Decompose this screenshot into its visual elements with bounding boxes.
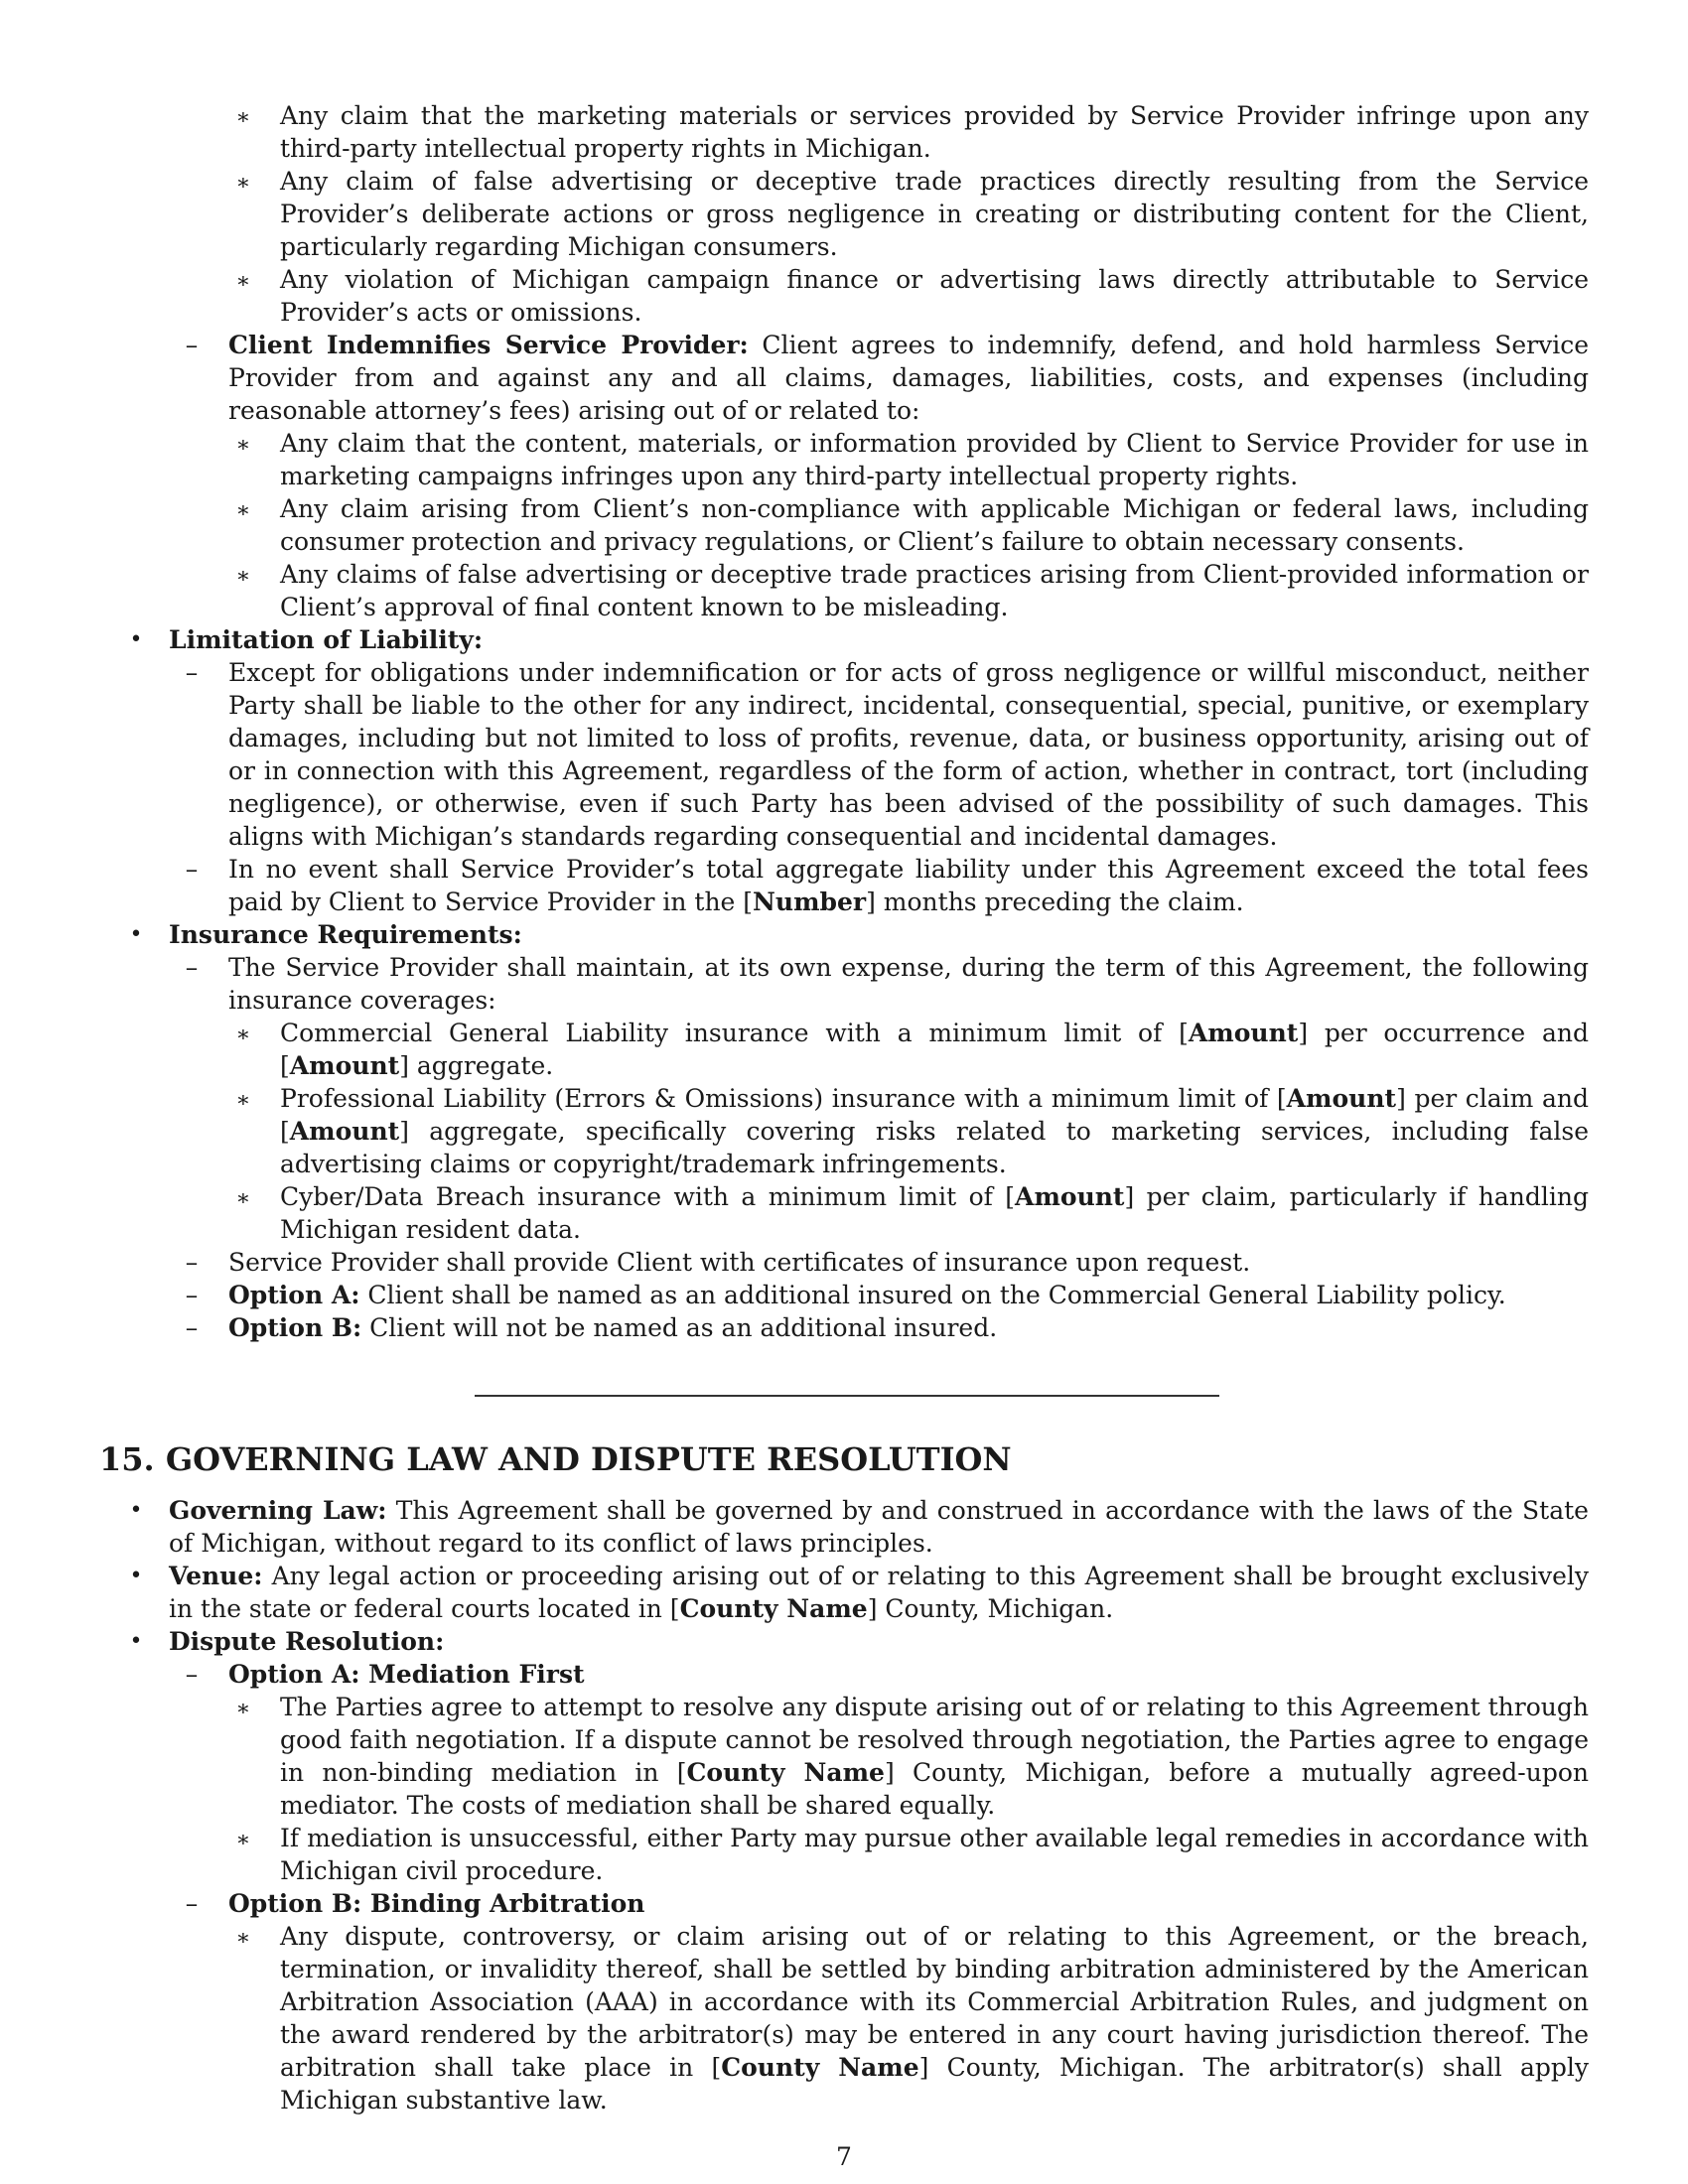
list-item	[185, 329, 1589, 623]
dash-bullet-icon: –	[185, 1248, 199, 1277]
item-text	[169, 1560, 1589, 1625]
list-item	[235, 1017, 1589, 1082]
item-text: The Service Provider shall maintain, at its own expense, during the term of this Agreement, the following insurance coverages:	[228, 953, 1589, 1015]
text-run: In no event shall Service Provider’s total aggregate liability under this Agreement exceed the total fees paid by Client to Service Provider in the [	[228, 855, 1589, 916]
placeholder-county: County Name	[686, 1758, 885, 1787]
dispute-label: Dispute Resolution:	[169, 1627, 445, 1656]
text-run: ] County, Michigan, before a mutually agreed-upon mediator. The costs of mediation shall be shared equally.	[280, 1758, 1589, 1820]
dash-list	[169, 656, 1589, 918]
list-item	[185, 1887, 1589, 2116]
star-bullet-icon: ∗	[235, 1926, 251, 1951]
dash-list	[99, 99, 1589, 623]
section-heading: 15. GOVERNING LAW AND DISPUTE RESOLUTION	[99, 1440, 1012, 1478]
star-bullet-icon: ∗	[235, 564, 251, 589]
dash-list	[169, 1658, 1589, 2116]
text-run: ] per occurrence and [	[280, 1019, 1589, 1080]
option-a-heading: Option A: Mediation First	[228, 1660, 585, 1689]
item-text: Any violation of Michigan campaign finance or advertising laws directly attributable to Service Provider’s acts or omissions.	[280, 265, 1589, 327]
item-text	[228, 329, 1589, 427]
item-text: Any claims of false advertising or deceptive trade practices arising from Client-provided information or Client’s approval of final content known to be misleading.	[280, 560, 1589, 621]
text-run: Professional Liability (Errors & Omissions) insurance with a minimum limit of [	[280, 1084, 1287, 1113]
client-indemnifies-text: Client agrees to indemnify, defend, and hold harmless Service Provider from and against any and all claims, damages, liabilities, costs, and expenses (including reasonable attorney’s fees) arising out of or related to:	[228, 331, 1589, 425]
item-text	[228, 853, 1589, 918]
item-text: If mediation is unsuccessful, either Party may pursue other available legal remedies in accordance with Michigan civil procedure.	[280, 1824, 1589, 1885]
option-b-text: Client will not be named as an additional insured.	[361, 1313, 998, 1342]
list-item	[235, 1082, 1589, 1180]
list-item	[99, 918, 1589, 1344]
list-item	[99, 1625, 1589, 2116]
governing-law-label: Governing Law:	[169, 1496, 387, 1525]
star-bullet-icon: ∗	[235, 1023, 251, 1047]
text-run: ] months preceding the claim.	[866, 887, 1244, 916]
dash-bullet-icon: –	[185, 331, 199, 359]
item-text: Any claim of false advertising or deceptive trade practices directly resulting from the Service Provider’s deliberate actions or gross negligence in creating or distributing content for the Client, particularly regarding Michigan consumers.	[280, 167, 1589, 261]
text-run: Commercial General Liability insurance with a minimum limit of [	[280, 1019, 1189, 1047]
item-text	[228, 1311, 1589, 1344]
list-item	[235, 1822, 1589, 1887]
client-indemnifies-label: Client Indemnifies Service Provider:	[228, 331, 749, 359]
placeholder-amount: Amount	[1286, 1084, 1397, 1113]
text-run: Any dispute, controversy, or claim arising out of or relating to this Agreement, or the breach, termination, or invalidity thereof, shall be settled by binding arbitration administered by the American Arbitration Association (AAA) in accordance with its Commercial Arbitration Rules, and judgment on the award rendered by the arbitrator(s) may be entered in any court having jurisdiction thereof. The arbitration shall take place in [	[280, 1922, 1589, 2082]
item-text	[228, 1279, 1589, 1311]
option-a-label: Option A:	[228, 1281, 360, 1309]
item-text	[280, 1691, 1589, 1822]
page-number: 7	[836, 2142, 852, 2171]
liability-label: Limitation of Liability:	[169, 625, 484, 654]
list-item	[235, 427, 1589, 492]
list-item	[185, 951, 1590, 1246]
list-item	[235, 492, 1589, 558]
bullet-icon: •	[129, 627, 143, 652]
star-bullet-icon: ∗	[235, 171, 251, 196]
text-run: ] aggregate, specifically covering risks related to marketing services, including false advertising claims or copyright/trademark infringements.	[280, 1117, 1589, 1178]
list-item	[235, 165, 1589, 263]
list-item	[185, 1246, 1589, 1279]
text-run: ] per claim and [	[280, 1084, 1589, 1146]
list-item	[235, 99, 1589, 165]
star-bullet-icon: ∗	[235, 433, 251, 458]
placeholder-number: Number	[753, 887, 867, 916]
dash-list	[169, 951, 1589, 1344]
list-item	[99, 99, 1589, 623]
placeholder-amount: Amount	[289, 1051, 400, 1080]
bullet-list-top	[99, 99, 1589, 1344]
liability-heading	[169, 623, 1589, 656]
list-item	[185, 853, 1589, 918]
governing-law-text: This Agreement shall be governed by and construed in accordance with the laws of the State of Michigan, without regard to its conflict of laws principles.	[169, 1496, 1589, 1558]
star-list	[228, 1691, 1589, 1887]
placeholder-county: County Name	[679, 1594, 868, 1623]
star-bullet-icon: ∗	[235, 1828, 251, 1852]
list-item	[235, 558, 1589, 623]
item-text	[280, 1017, 1589, 1082]
list-item	[235, 263, 1589, 329]
star-list-sp	[99, 99, 1589, 329]
text-run: ] County, Michigan. The arbitrator(s) shall apply Michigan substantive law.	[280, 2053, 1589, 2115]
text-run: Cyber/Data Breach insurance with a minimum limit of [	[280, 1182, 1016, 1211]
text-run: ] per claim, particularly if handling Michigan resident data.	[280, 1182, 1590, 1244]
list-item	[235, 1920, 1589, 2116]
star-list-client	[228, 427, 1589, 623]
text-run: ] aggregate.	[399, 1051, 554, 1080]
list-item	[185, 656, 1589, 853]
item-text	[280, 1180, 1589, 1246]
star-bullet-icon: ∗	[235, 1186, 251, 1211]
text-run: Any legal action or proceeding arising out of or relating to this Agreement shall be brought exclusively in the state or federal courts located in [	[169, 1562, 1589, 1623]
item-text: Any claim arising from Client’s non-compliance with applicable Michigan or federal laws, including consumer protection and privacy regulations, or Client’s failure to obtain necessary consents.	[280, 494, 1589, 556]
list-item	[185, 1658, 1589, 1887]
bullet-icon: •	[129, 1629, 143, 1654]
star-list	[228, 1017, 1589, 1246]
item-text	[280, 1920, 1589, 2116]
placeholder-amount: Amount	[1188, 1019, 1299, 1047]
list-item	[235, 1180, 1590, 1246]
star-bullet-icon: ∗	[235, 498, 251, 523]
list-item	[99, 623, 1589, 918]
document-body	[99, 99, 1589, 1344]
dash-bullet-icon: –	[185, 855, 199, 884]
item-text: Any claim that the content, materials, or information provided by Client to Service Provider for use in marketing campaigns infringes upon any third-party intellectual property rights.	[280, 429, 1589, 490]
list-item	[185, 1279, 1589, 1311]
bullet-icon: •	[129, 1564, 143, 1588]
list-item	[235, 1691, 1589, 1822]
star-bullet-icon: ∗	[235, 105, 251, 130]
option-a-text: Client shall be named as an additional insured on the Commercial General Liability policy.	[359, 1281, 1506, 1309]
section-15-body	[99, 1494, 1589, 2116]
star-bullet-icon: ∗	[235, 1088, 251, 1113]
list-item	[185, 1311, 1589, 1344]
item-text: Service Provider shall provide Client with certificates of insurance upon request.	[228, 1248, 1251, 1277]
item-text	[280, 1082, 1589, 1180]
text-run: ] County, Michigan.	[867, 1594, 1114, 1623]
insurance-heading	[169, 918, 1589, 951]
venue-label: Venue:	[169, 1562, 263, 1590]
bullet-icon: •	[129, 1498, 143, 1523]
dash-bullet-icon: –	[185, 658, 199, 687]
dispute-heading	[169, 1625, 1589, 1658]
option-b-heading: Option B: Binding Arbitration	[228, 1889, 645, 1918]
item-text	[169, 1494, 1589, 1560]
insurance-label: Insurance Requirements:	[169, 920, 522, 949]
dash-bullet-icon: –	[185, 953, 199, 982]
dash-bullet-icon: –	[185, 1313, 199, 1342]
placeholder-amount: Amount	[1015, 1182, 1125, 1211]
list-item	[228, 99, 1589, 329]
dash-bullet-icon: –	[185, 1281, 199, 1309]
star-list	[228, 1920, 1589, 2116]
placeholder-county: County Name	[721, 2053, 919, 2082]
star-bullet-icon: ∗	[235, 1697, 251, 1721]
option-b-label: Option B:	[228, 1313, 362, 1342]
item-text: Except for obligations under indemnification or for acts of gross negligence or willful misconduct, neither Party shall be liable to the other for any indirect, incidental, consequential, special, punitive, or exemplary damages, including but not limited to loss of profits, revenue, data, or business opportunity, arising out of or in connection with this Agreement, regardless of the form of action, whether in contract, tort (including negligence), or otherwise, even if such Party has been advised of the possibility of such damages. This aligns with Michigan’s standards regarding consequential and incidental damages.	[228, 658, 1589, 851]
item-text: Any claim that the marketing materials or services provided by Service Provider infringe upon any third-party intellectual property rights in Michigan.	[280, 101, 1589, 163]
list-item	[99, 1494, 1589, 1560]
section-divider	[475, 1395, 1219, 1397]
dash-bullet-icon: –	[185, 1660, 199, 1689]
list-item	[99, 1560, 1589, 1625]
dash-bullet-icon: –	[185, 1889, 199, 1918]
text-run: The Parties agree to attempt to resolve any dispute arising out of or relating to this Agreement through good faith negotiation. If a dispute cannot be resolved through negotiation, the Parties agree to engage in non-binding mediation in [	[280, 1693, 1589, 1787]
bullet-icon: •	[129, 922, 143, 947]
bullet-list	[99, 1494, 1589, 2116]
placeholder-amount: Amount	[289, 1117, 400, 1146]
star-bullet-icon: ∗	[235, 269, 251, 294]
